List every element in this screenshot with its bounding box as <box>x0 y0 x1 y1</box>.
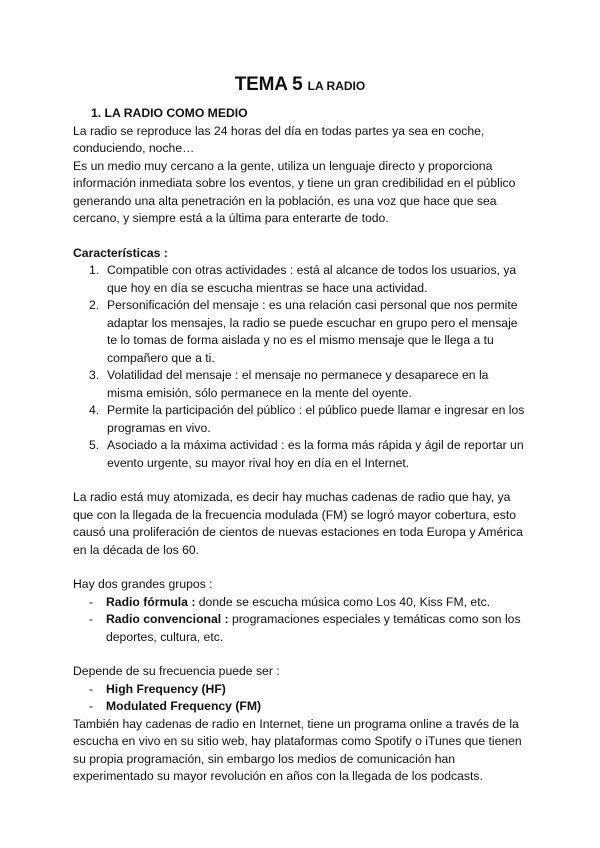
list-item <box>73 681 527 699</box>
list-item-number: 5. <box>89 438 100 452</box>
list-item <box>73 367 527 402</box>
intro-paragraph-1: La radio se reproduce las 24 horas del día en todas partes ya sea en coche, conduciendo, noche… <box>73 123 485 155</box>
list-item-text: Compatible con otras actividades : está al alcance de todos los usuarios, ya que hoy en día se escucha mientras se hace una actividad. <box>107 263 517 295</box>
list-item <box>73 262 527 297</box>
characteristics-list <box>73 262 527 472</box>
list-item <box>73 594 527 612</box>
groups-intro: Hay dos grandes grupos : <box>73 577 213 591</box>
list-item <box>73 698 527 716</box>
groups-list <box>73 594 527 647</box>
title-main: TEMA 5 <box>234 74 303 95</box>
list-item-text: Permite la participación del público : el público puede llamar e ingresar en los programas en vivo. <box>107 403 525 435</box>
list-item <box>73 402 527 437</box>
group-label: Radio fórmula : <box>106 594 196 609</box>
title-subtitle: LA RADIO <box>307 79 366 93</box>
dash-bullet: - <box>89 699 94 713</box>
list-item-number: 4. <box>89 403 100 417</box>
frequency-list <box>73 681 527 716</box>
dash-bullet: - <box>89 681 94 696</box>
list-item <box>73 437 527 472</box>
list-item-text: Personificación del mensaje : es una relación casi personal que nos permite adaptar los mensajes, la radio se puede escuchar en grupo pero el mensaje te lo tomas de forma aislada y no es el mismo mensaje que le llega a tu compañero que a ti. <box>107 298 518 365</box>
page-title <box>73 72 527 99</box>
list-item <box>73 611 527 646</box>
intro-paragraph-2: Es un medio muy cercano a la gente, utiliza un lenguaje directo y proporciona información inmediata sobre los eventos, y tiene un gran credibilidad en el público generando una alta penetración en la población, es una voz que hace que sea cercano, y siempre está a la última para enterarte de todo. <box>73 158 516 225</box>
list-item-number: 3. <box>89 368 100 382</box>
atomized-paragraph: La radio está muy atomizada, es decir hay muchas cadenas de radio que hay, ya que con la llegada de la frecuencia modulada (FM) se logró mayor cobertura, esto causó una proliferación de cientos de nuevas estaciones en toda Europa y América en la década de los 60. <box>73 490 523 557</box>
list-item-number: 1. <box>89 263 100 277</box>
frequency-label: Modulated Frequency (FM) <box>106 699 262 713</box>
section-heading: 1. LA RADIO COMO MEDIO <box>91 106 248 120</box>
list-item-text: Asociado a la máxima actividad : es la forma más rápida y ágil de reportar un evento urgente, su mayor rival hoy en día en el Internet. <box>107 438 524 470</box>
group-text: programaciones especiales y temáticas como son los deportes, cultura, etc. <box>106 612 521 644</box>
list-item-number: 2. <box>89 298 100 312</box>
group-label: Radio convencional : <box>106 612 229 626</box>
list-item <box>73 297 527 367</box>
characteristics-heading: Características : <box>73 245 168 260</box>
group-text: donde se escucha música como Los 40, Kiss FM, etc. <box>195 594 491 609</box>
closing-paragraph: También hay cadenas de radio en Internet, tiene un programa online a través de la escucha en vivo en su sitio web, hay plataformas como Spotify o iTunes que tienen su propia programación, sin embargo los medios de comunicación han experimentado su mayor revolución en años con la llegada de los podcasts. <box>73 716 522 783</box>
list-item-text: Volatilidad del mensaje : el mensaje no permanece y desaparece en la misma emisión, sólo permanece en la mente del oyente. <box>107 368 489 400</box>
dash-bullet: - <box>89 612 94 626</box>
dash-bullet: - <box>89 594 94 609</box>
frequency-label: High Frequency (HF) <box>106 681 226 696</box>
frequency-intro: Depende de su frecuencia puede ser : <box>73 664 280 678</box>
